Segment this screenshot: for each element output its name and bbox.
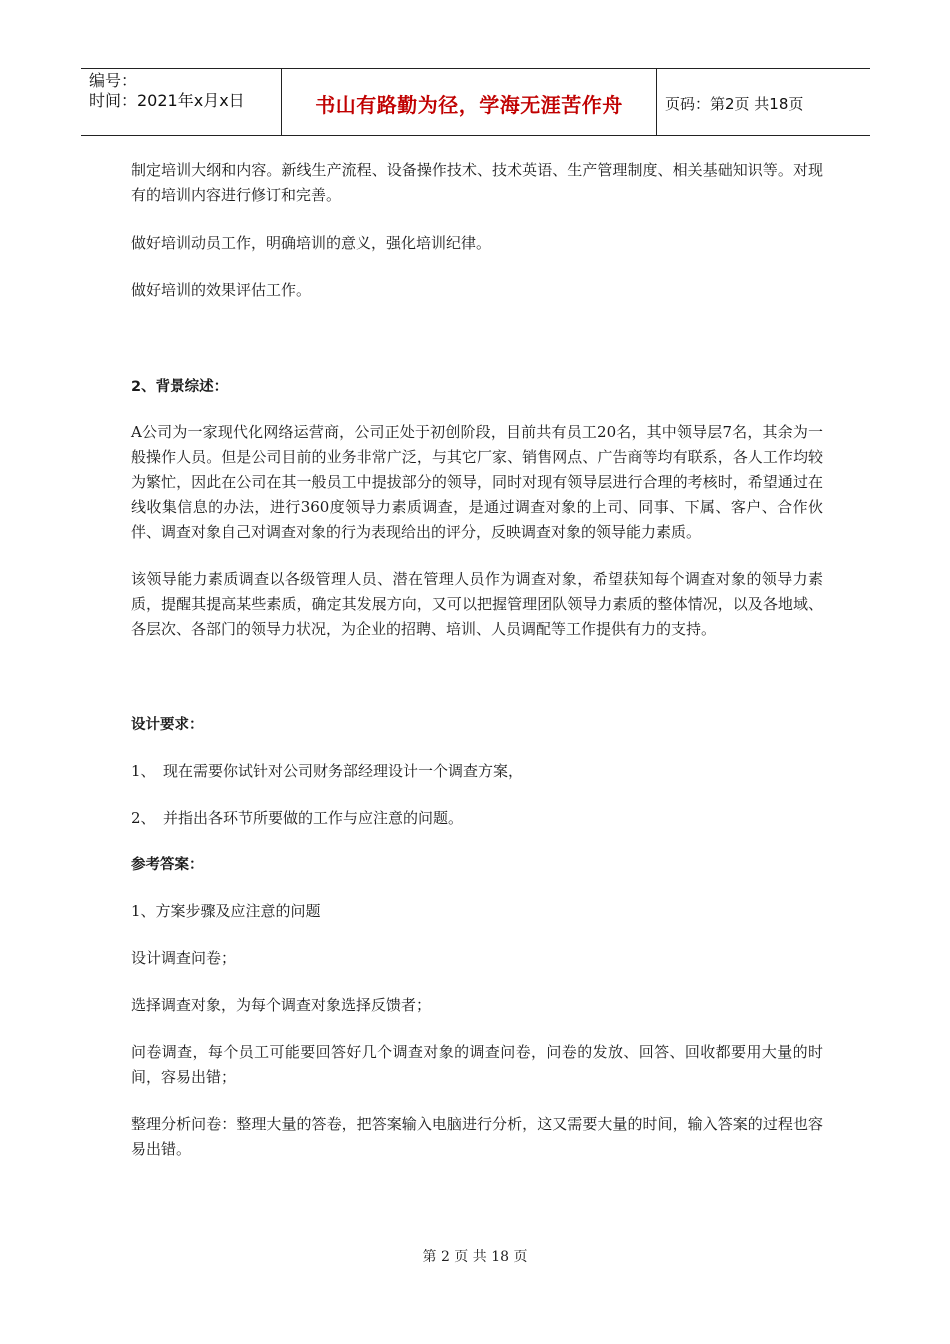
requirement-item xyxy=(131,806,823,831)
paragraph: 该领导能力素质调查以各级管理人员、潜在管理人员作为调查对象，希望获知每个调查对象的领导力素质，提醒其提高某些素质，确定其发展方向，又可以把握管理团队领导力素质的整体情况，以及各地域、各层次、各部门的领导力状况，为企业的招聘、培训、人员调配等工作提供有力的支持。 xyxy=(131,570,823,638)
requirement-item xyxy=(131,759,823,784)
paragraph: 1、方案步骤及应注意的问题 xyxy=(131,902,321,920)
header-motto: 书山有路勤为径，学海无涯苦作舟 xyxy=(315,93,623,117)
paragraph: A公司为一家现代化网络运营商，公司正处于初创阶段，目前共有员工20名，其中领导层7名，其余为一般操作人员。但是公司目前的业务非常广泛，与其它厂家、销售网点、广告商等均有联系，各人工作均较为繁忙，因此在公司在其一般员工中提拔部分的领导，同时对现有领导层进行合理的考核时，希望通过在线收集信息的办法，进行360度领导力素质调查，是通过调查对象的上司、同事、下属、客户、合作伙伴、调查对象自己对调查对象的行为表现给出的评分，反映调查对象的领导能力素质。 xyxy=(131,423,823,541)
document-number-label: 编号： xyxy=(89,71,138,90)
document-time-label: 时间：2021年x月x日 xyxy=(89,91,245,110)
requirement-text: 并指出各环节所要做的工作与应注意的问题。 xyxy=(163,809,464,827)
section-heading-design: 设计要求： xyxy=(131,717,204,733)
header-divider xyxy=(656,69,657,135)
paragraph: 做好培训动员工作，明确培训的意义，强化培训纪律。 xyxy=(131,234,492,252)
requirement-text: 现在需要你试针对公司财务部经理设计一个调查方案， xyxy=(163,762,524,780)
paragraph: 做好培训的效果评估工作。 xyxy=(131,281,312,299)
paragraph: 问卷调查，每个员工可能要回答好几个调查对象的调查问卷，问卷的发放、回答、回收都要用大量的时间，容易出错； xyxy=(131,1043,823,1086)
paragraph: 选择调查对象，为每个调查对象选择反馈者； xyxy=(131,996,432,1014)
header-page-indicator: 页码：第2页 共18页 xyxy=(665,95,804,113)
header-meta xyxy=(89,71,245,111)
section-heading-background: 2、背景综述： xyxy=(131,379,229,395)
paragraph: 整理分析问卷：整理大量的答卷，把答案输入电脑进行分析，这又需要大量的时间，输入答案的过程也容易出错。 xyxy=(131,1115,823,1158)
document-body xyxy=(131,158,823,1162)
paragraph: 设计调查问卷； xyxy=(131,949,237,967)
requirement-number: 1、 xyxy=(131,762,156,780)
section-heading-answer: 参考答案： xyxy=(131,857,204,873)
page-footer: 第 2 页 共 18 页 xyxy=(422,1249,528,1265)
requirement-number: 2、 xyxy=(131,809,156,827)
paragraph: 制定培训大纲和内容。新线生产流程、设备操作技术、技术英语、生产管理制度、相关基础知识等。对现有的培训内容进行修订和完善。 xyxy=(131,161,823,204)
page-header xyxy=(81,68,870,136)
